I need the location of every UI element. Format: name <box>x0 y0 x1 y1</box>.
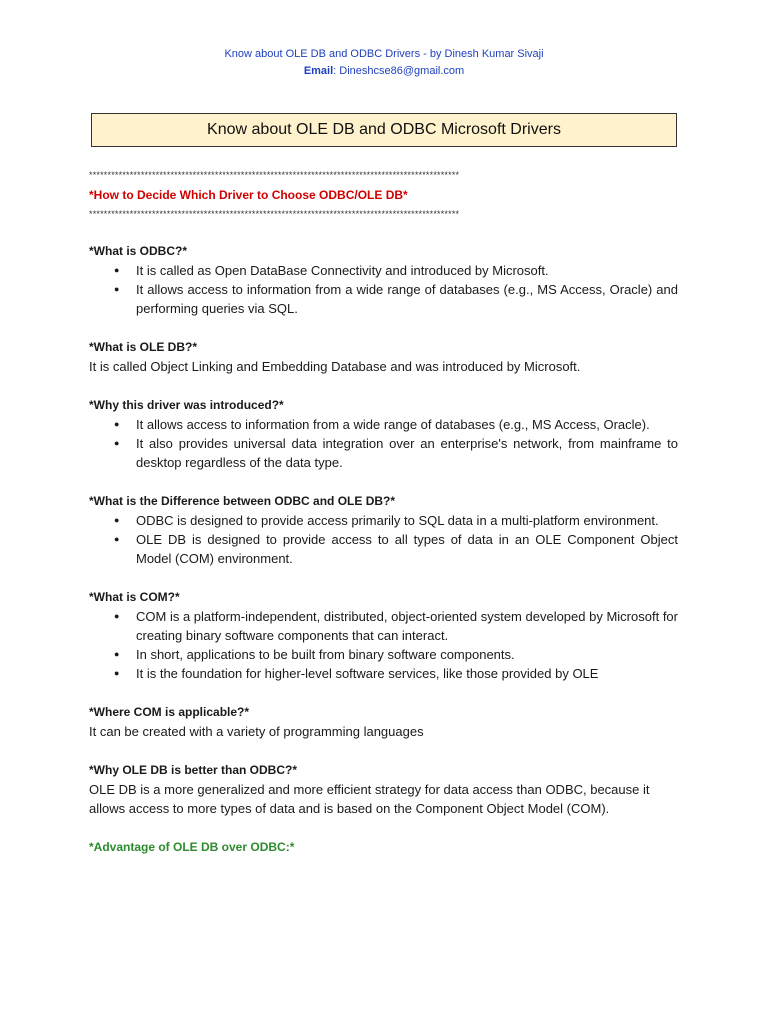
choose-heading: *How to Decide Which Driver to Choose ODBC/OLE DB* <box>89 188 408 202</box>
bullet-list <box>89 511 678 568</box>
section-heading: *Why OLE DB is better than ODBC?* <box>89 763 298 777</box>
star-divider-top: **************************************************************************************************** <box>89 170 460 180</box>
advantage-heading: *Advantage of OLE DB over ODBC:* <box>89 840 295 854</box>
bullet-list <box>89 415 678 472</box>
list-item: ● It is called as Open DataBase Connectivity and introduced by Microsoft. <box>136 261 678 280</box>
list-item: ● OLE DB is designed to provide access to all types of data in an OLE Component Object Model (COM) environment. <box>136 530 678 568</box>
page-header <box>0 46 768 80</box>
section-text: It can be created with a variety of programming languages <box>89 724 424 739</box>
section-heading: *Why this driver was introduced?* <box>89 398 284 412</box>
bullet-list <box>89 607 678 683</box>
section-heading: *What is OLE DB?* <box>89 340 198 354</box>
document-title: Know about OLE DB and ODBC Microsoft Drivers <box>91 113 677 147</box>
email-label: Email <box>303 65 334 77</box>
list-item: ● In short, applications to be built from binary software components. <box>136 645 678 664</box>
section-heading: *Where COM is applicable?* <box>89 705 250 719</box>
list-item: ● It allows access to information from a wide range of databases (e.g., MS Access, Oracle) and performing queries via SQL. <box>136 280 678 318</box>
star-divider-bottom: **************************************************************************************************** <box>89 209 460 219</box>
document-body <box>89 170 678 857</box>
bullet-list <box>89 261 678 318</box>
email-value: : Dineshcse86@gmail.com <box>333 65 465 77</box>
section-heading: *What is COM?* <box>89 590 180 604</box>
header-title: Know about OLE DB and ODBC Drivers - by Dinesh Kumar Sivaji <box>224 48 544 60</box>
section-text: OLE DB is a more generalized and more efficient strategy for data access than ODBC, because it allows access to more types of data and is based on the Component Object Model (COM). <box>89 782 650 816</box>
section-text: It is called Object Linking and Embedding Database and was introduced by Microsoft. <box>89 359 581 374</box>
header-email <box>0 63 768 80</box>
section-heading: *What is ODBC?* <box>89 244 188 258</box>
list-item: ● It also provides universal data integration over an enterprise's network, from mainframe to desktop regardless of the data type. <box>136 434 678 472</box>
section-heading: *What is the Difference between ODBC and OLE DB?* <box>89 494 396 508</box>
list-item: ● It is the foundation for higher-level software services, like those provided by OLE <box>136 664 678 683</box>
list-item: ● It allows access to information from a wide range of databases (e.g., MS Access, Oracle). <box>136 415 678 434</box>
list-item: ● COM is a platform-independent, distributed, object-oriented system developed by Microsoft for creating binary software components that can interact. <box>136 607 678 645</box>
list-item: ● ODBC is designed to provide access primarily to SQL data in a multi-platform environment. <box>136 511 678 530</box>
